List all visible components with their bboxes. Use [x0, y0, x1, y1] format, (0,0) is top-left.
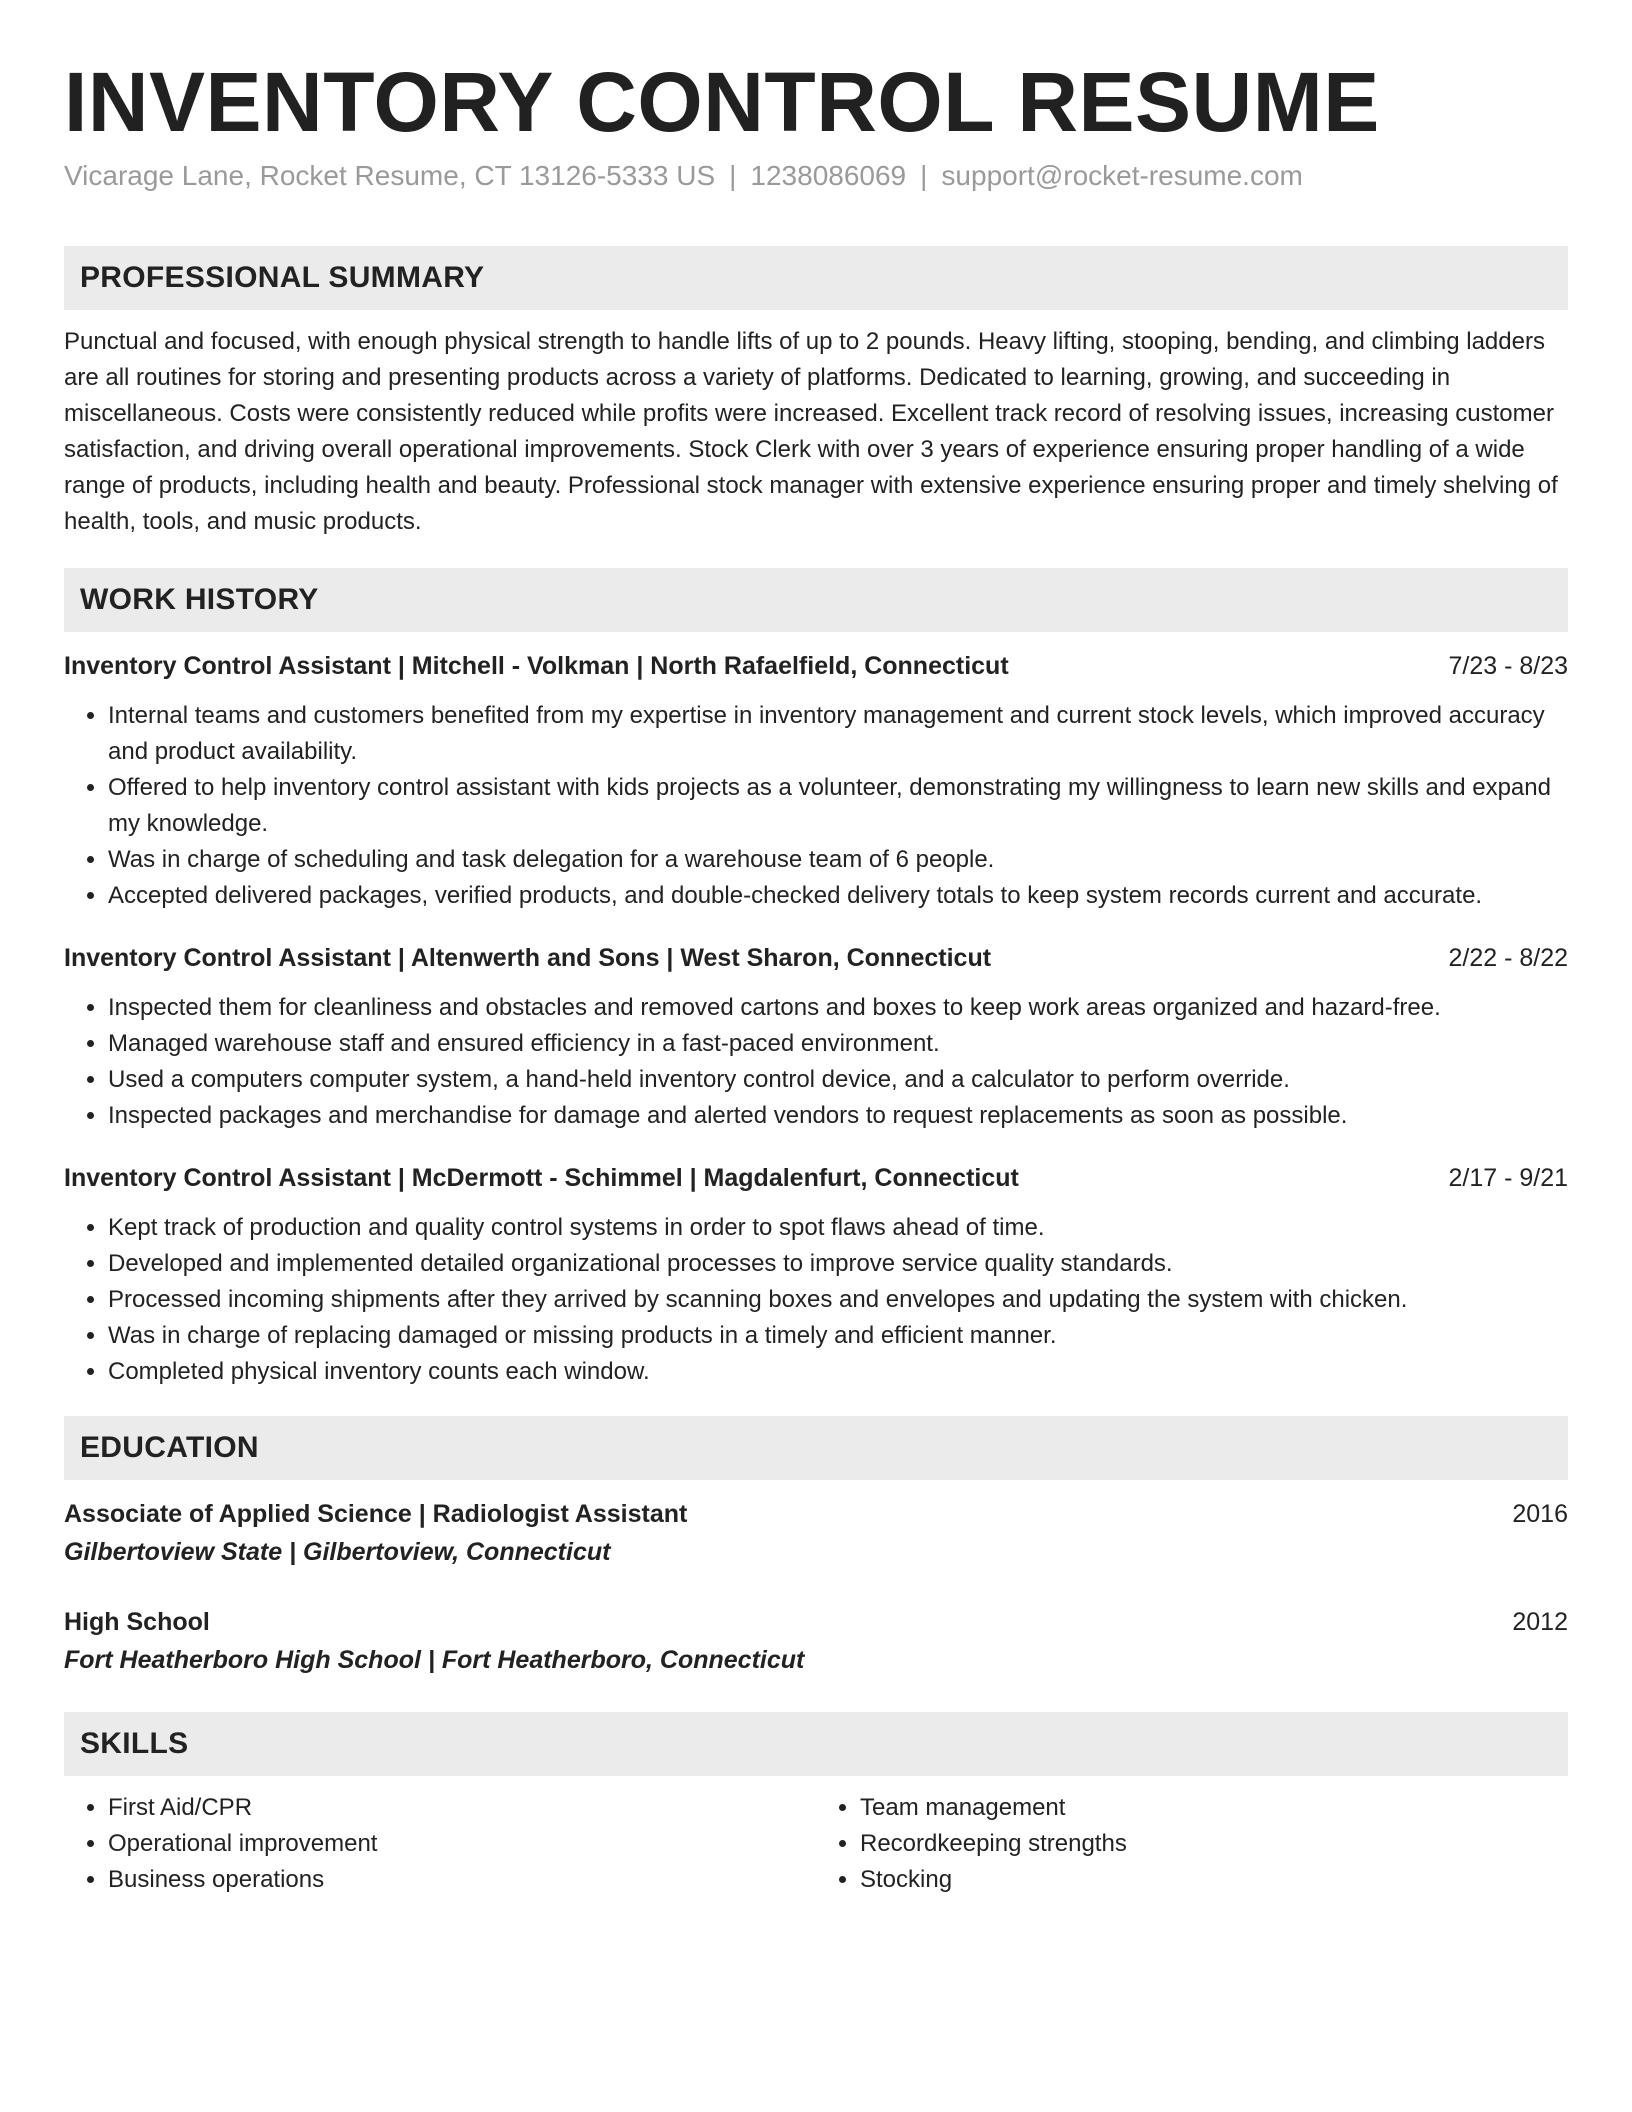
education-heading-row	[64, 1496, 1568, 1532]
job-title: Inventory Control Assistant | Altenwerth and Sons | West Sharon, Connecticut	[64, 944, 992, 972]
education-school: Fort Heatherboro High School | Fort Heatherboro, Connecticut	[64, 1646, 805, 1674]
job-bullet: • Processed incoming shipments after they arrived by scanning boxes and envelopes and updating the system with chicken.	[108, 1282, 1568, 1318]
job-heading-row	[64, 1160, 1568, 1196]
job-bullet: • Accepted delivered packages, verified products, and double-checked delivery totals to keep system records current and accurate.	[108, 878, 1568, 914]
job-bullet: • Inspected them for cleanliness and obstacles and removed cartons and boxes to keep work areas organized and hazard-free.	[108, 990, 1568, 1026]
summary-text: Punctual and focused, with enough physical strength to handle lifts of up to 2 pounds. Heavy lifting, stooping, bending, and climbing ladders are all routines for storing and presenting products across a variety of platforms. Dedicated to learning, growing, and succeeding in miscellaneous. Costs were consistently reduced while profits were increased. Excellent track record of resolving issues, increasing customer satisfaction, and driving overall operational improvements. Stock Clerk with over 3 years of experience ensuring proper handling of a wide range of products, including health and beauty. Professional stock manager with extensive experience ensuring proper and timely shelving of health, tools, and music products.	[64, 328, 1558, 535]
education-heading-row	[64, 1604, 1568, 1640]
education-entry	[64, 1496, 1568, 1570]
skill-item: • Team management	[860, 1790, 1568, 1826]
education-degree: High School	[64, 1608, 210, 1636]
job-dates: 2/22 - 8/22	[1448, 944, 1568, 972]
education-school: Gilbertoview State | Gilbertoview, Connecticut	[64, 1538, 611, 1566]
job-bullet: • Was in charge of replacing damaged or missing products in a timely and efficient manner.	[108, 1318, 1568, 1354]
contact-phone: 1238086069	[750, 160, 907, 191]
job-bullet: • Was in charge of scheduling and task delegation for a warehouse team of 6 people.	[108, 842, 1568, 878]
skills-grid	[64, 1790, 1568, 1898]
section-header-education: EDUCATION	[64, 1416, 1568, 1480]
education-year: 2016	[1512, 1500, 1568, 1528]
skill-item: • First Aid/CPR	[108, 1790, 816, 1826]
job-title: Inventory Control Assistant | McDermott - Schimmel | Magdalenfurt, Connecticut	[64, 1164, 1019, 1192]
job-title: Inventory Control Assistant | Mitchell - Volkman | North Rafaelfield, Connecticut	[64, 652, 1009, 680]
skill-item: • Stocking	[860, 1862, 1568, 1898]
section-header-work-history: WORK HISTORY	[64, 568, 1568, 632]
job-bullet: • Internal teams and customers benefited from my expertise in inventory management and current stock levels, which improved accuracy and product availability.	[108, 698, 1568, 770]
contact-separator: |	[729, 160, 737, 191]
education-entry	[64, 1604, 1568, 1678]
contact-email: support@rocket-resume.com	[941, 160, 1303, 191]
job-bullet: • Inspected packages and merchandise for damage and alerted vendors to request replacements as soon as possible.	[108, 1098, 1568, 1134]
job-bullet: • Developed and implemented detailed organizational processes to improve service quality standards.	[108, 1246, 1568, 1282]
job-bullets	[64, 990, 1568, 1134]
job-heading-row	[64, 940, 1568, 976]
job-bullet: • Offered to help inventory control assistant with kids projects as a volunteer, demonstrating my willingness to learn new skills and expand my knowledge.	[108, 770, 1568, 842]
section-header-skills: SKILLS	[64, 1712, 1568, 1776]
skills-column-left	[64, 1790, 816, 1898]
contact-line	[64, 156, 1568, 196]
contact-separator: |	[920, 160, 928, 191]
job-entry	[64, 1160, 1568, 1390]
skill-item: • Operational improvement	[108, 1826, 816, 1862]
job-bullet: • Completed physical inventory counts each window.	[108, 1354, 1568, 1390]
job-bullet: • Managed warehouse staff and ensured efficiency in a fast-paced environment.	[108, 1026, 1568, 1062]
education-degree: Associate of Applied Science | Radiologist Assistant	[64, 1500, 688, 1528]
job-dates: 7/23 - 8/23	[1448, 652, 1568, 680]
job-entry	[64, 940, 1568, 1134]
job-bullet: • Kept track of production and quality control systems in order to spot flaws ahead of time.	[108, 1210, 1568, 1246]
job-dates: 2/17 - 9/21	[1448, 1164, 1568, 1192]
job-bullets	[64, 698, 1568, 914]
job-bullet: • Used a computers computer system, a hand-held inventory control device, and a calculator to perform override.	[108, 1062, 1568, 1098]
skills-column-right	[816, 1790, 1568, 1898]
job-entry	[64, 648, 1568, 914]
job-heading-row	[64, 648, 1568, 684]
education-year: 2012	[1512, 1608, 1568, 1636]
skill-item: • Business operations	[108, 1862, 816, 1898]
job-bullets	[64, 1210, 1568, 1390]
contact-address: Vicarage Lane, Rocket Resume, CT 13126-5333 US	[64, 160, 716, 191]
resume-title: INVENTORY CONTROL RESUME	[64, 55, 1380, 149]
skill-item: • Recordkeeping strengths	[860, 1826, 1568, 1862]
section-header-summary: PROFESSIONAL SUMMARY	[64, 246, 1568, 310]
